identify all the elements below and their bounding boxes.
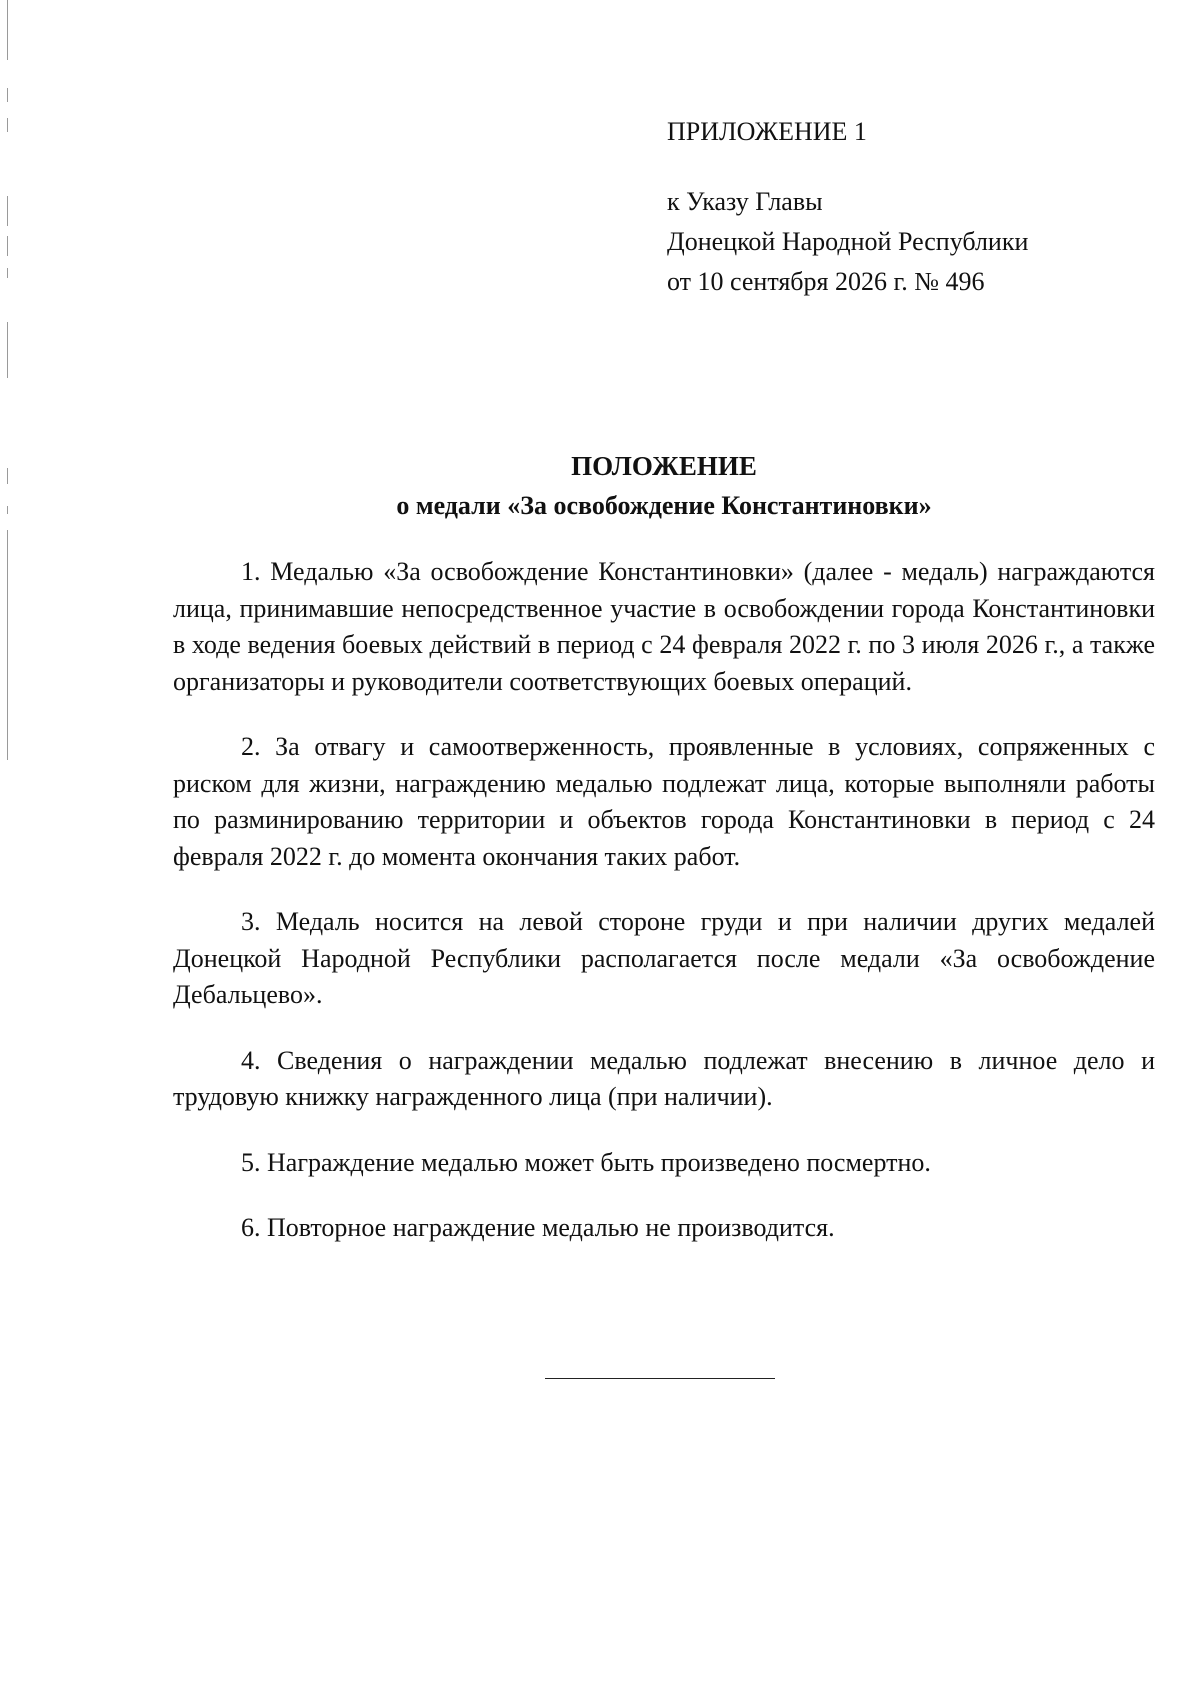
- appendix-line: Донецкой Народной Республики: [667, 227, 1029, 256]
- paragraph: 6. Повторное награждение медалью не производится.: [241, 1213, 835, 1242]
- document-heading: [0, 446, 1200, 526]
- scan-mark: [7, 118, 8, 132]
- paragraph: 2. За отвагу и самоотверженность, проявленные в условиях, сопряженных с риском для жизни, награждению медалью подлежат лица, которые выполняли работы по разминированию территории и объектов города Константиновки в период с 24 февраля 2022 г. до момента окончания таких работ.: [173, 732, 1155, 871]
- paragraph: 1. Медалью «За освобождение Константиновки» (далее - медаль) награждаются лица, принимавшие непосредственное участие в освобождении города Константиновки в ходе ведения боевых действий в период с 24 февраля 2022 г. по 3 июля 2026 г., а также организаторы и руководители соответствующих боевых операций.: [173, 557, 1155, 696]
- scan-mark: [7, 530, 8, 760]
- paragraph: 4. Сведения о награждении медалью подлежат внесению в личное дело и трудовую книжку награжденного лица (при наличии).: [173, 1045, 1155, 1111]
- scan-mark: [7, 236, 8, 256]
- closing-divider: [545, 1378, 775, 1379]
- document-subtitle: о медали «За освобождение Константиновки»: [396, 491, 932, 520]
- paragraph: 5. Награждение медалью может быть произведено посмертно.: [241, 1147, 931, 1177]
- paragraph: 3. Медаль носится на левой стороне груди и при наличии других медалей Донецкой Народной Республики располагается после медали «За освобождение Дебальцево».: [173, 907, 1155, 1009]
- appendix-title: ПРИЛОЖЕНИЕ 1: [667, 117, 867, 146]
- scan-mark: [7, 0, 8, 60]
- appendix-line: от 10 сентября 2026 г. № 496: [667, 267, 985, 296]
- appendix-line: к Указу Главы: [667, 187, 823, 216]
- scan-mark: [7, 322, 8, 378]
- scan-mark: [7, 196, 8, 226]
- document-body: [173, 554, 1155, 1276]
- appendix-block: [667, 112, 1147, 302]
- scan-mark: [7, 268, 8, 278]
- scan-mark: [7, 88, 8, 102]
- document-title: ПОЛОЖЕНИЕ: [571, 451, 757, 481]
